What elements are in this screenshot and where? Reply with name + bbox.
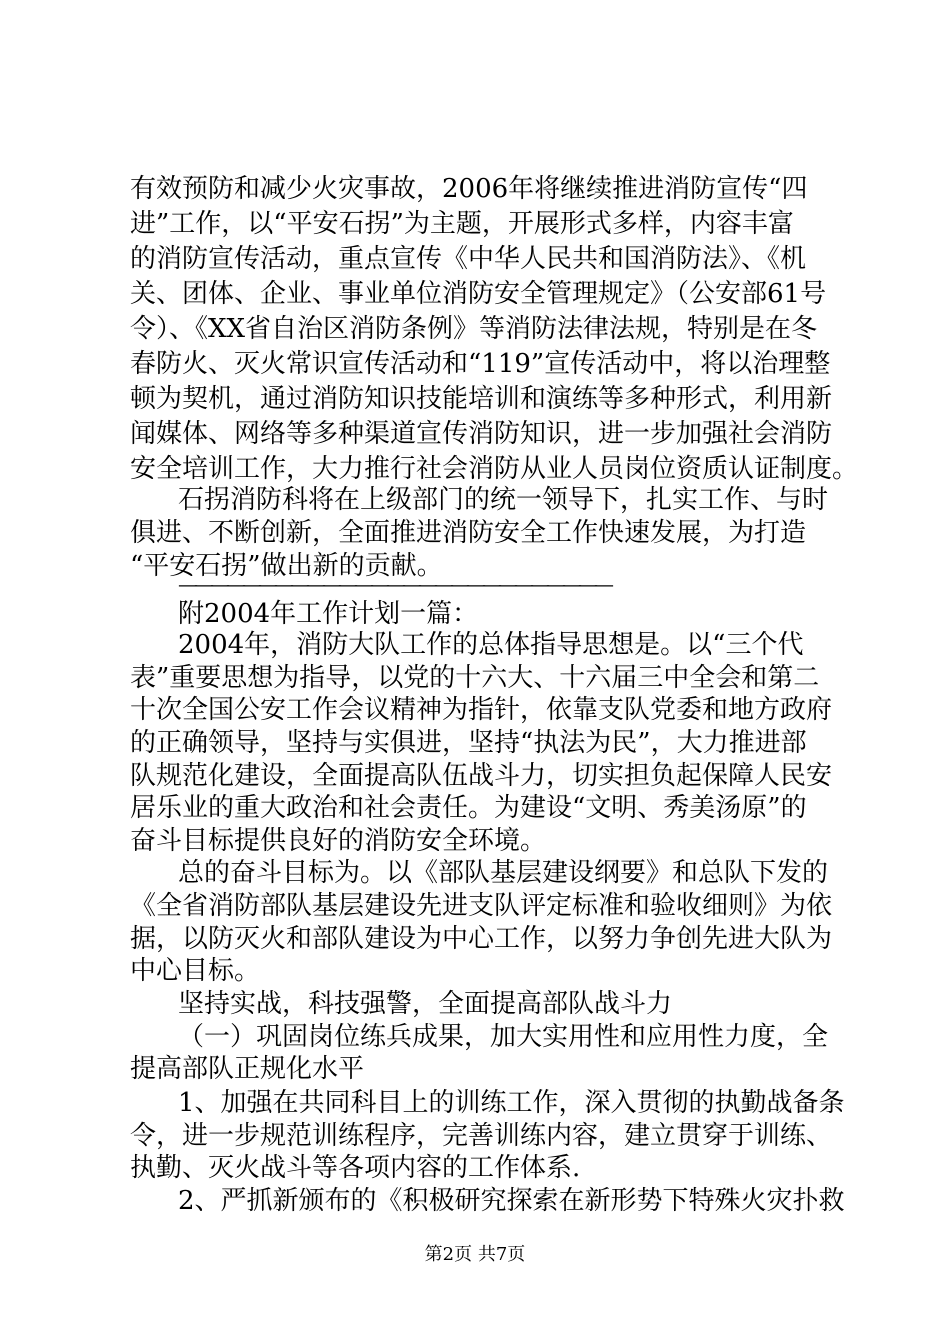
body-text-line: 有效预防和减少火灾事故，2006年将继续推进消防宣传“四 xyxy=(130,174,808,204)
page-footer: 第2页 共7页 xyxy=(424,1244,526,1265)
body-text-line: 进”工作，以“平安石拐”为主题，开展形式多样，内容丰富 xyxy=(130,209,794,239)
body-text-line: 的消防宣传活动，重点宣传《中华人民共和国消防法》、《机 xyxy=(130,244,807,274)
body-text-line: 总的奋斗目标为。以《部队基层建设纲要》和总队下发的 xyxy=(178,858,829,888)
body-text-line: 石拐消防科将在上级部门的统一领导下，扎实工作、与时 xyxy=(178,485,829,515)
body-text-line: 提高部队正规化水平 xyxy=(130,1054,365,1084)
body-text-line: 1、加强在共同科目上的训练工作，深入贯彻的执勤战备条 xyxy=(178,1088,845,1118)
body-text-line: “平安石拐”做出新的贡献。 xyxy=(130,551,443,581)
section-heading: 坚持实战，科技强警，全面提高部队战斗力 xyxy=(178,989,673,1019)
body-text-line: 俱进、不断创新，全面推进消防安全工作快速发展，为打造 xyxy=(130,518,807,548)
body-text-line: 闻媒体、网络等多种渠道宣传消防知识，进一步加强社会消防 xyxy=(130,419,833,449)
body-text-line: 2、严抓新颁布的《积极研究探索在新形势下特殊火灾扑救 xyxy=(178,1186,845,1216)
body-text-line: 顿为契机，通过消防知识技能培训和演练等多种形式，利用新 xyxy=(130,384,833,414)
body-text-line: 令，进一步规范训练程序，完善训练内容，建立贯穿于训练、 xyxy=(130,1121,833,1151)
body-text-line: 十次全国公安工作会议精神为指针，依靠支队党委和地方政府 xyxy=(130,695,833,725)
body-text-line: 中心目标。 xyxy=(130,956,261,986)
body-text-line: 2004年，消防大队工作的总体指导思想是。以“三个代 xyxy=(178,630,804,660)
body-text-line: 据，以防灭火和部队建设为中心工作，以努力争创先进大队为 xyxy=(130,924,833,954)
body-text-line: （一）巩固岗位练兵成果，加大实用性和应用性力度，全 xyxy=(178,1022,829,1052)
body-text-line: 的正确领导，坚持与实俱进，坚持“执法为民”，大力推进部 xyxy=(130,728,807,758)
body-text-line: 执勤、灭火战斗等各项内容的工作体系. xyxy=(130,1153,581,1183)
body-text-line: 安全培训工作，大力推行社会消防从业人员岗位资质认证制度。 xyxy=(130,454,859,484)
body-text-line: 令）、《XX省自治区消防条例》等消防法律法规，特别是在冬 xyxy=(130,314,818,344)
body-text-line: 春防火、灭火常识宣传活动和“119”宣传活动中，将以治理整 xyxy=(130,349,831,379)
body-text-line: 关、团体、企业、事业单位消防安全管理规定》（公安部61号 xyxy=(130,279,827,309)
body-text-line: 奋斗目标提供良好的消防安全环境。 xyxy=(130,826,547,856)
body-text-line: 表”重要思想为指导，以党的十六大、十六届三中全会和第二 xyxy=(130,663,820,693)
separator-line: ——————————————————————————— xyxy=(178,572,610,596)
section-heading: 附2004年工作计划一篇： xyxy=(178,599,479,629)
body-text-line: 队规范化建设，全面提高队伍战斗力，切实担负起保障人民安 xyxy=(130,761,833,791)
body-text-line: 居乐业的重大政治和社会责任。为建设“文明、秀美汤原”的 xyxy=(130,793,807,823)
body-text-line: 《全省消防部队基层建设先进支队评定标准和验收细则》为依 xyxy=(130,891,833,921)
